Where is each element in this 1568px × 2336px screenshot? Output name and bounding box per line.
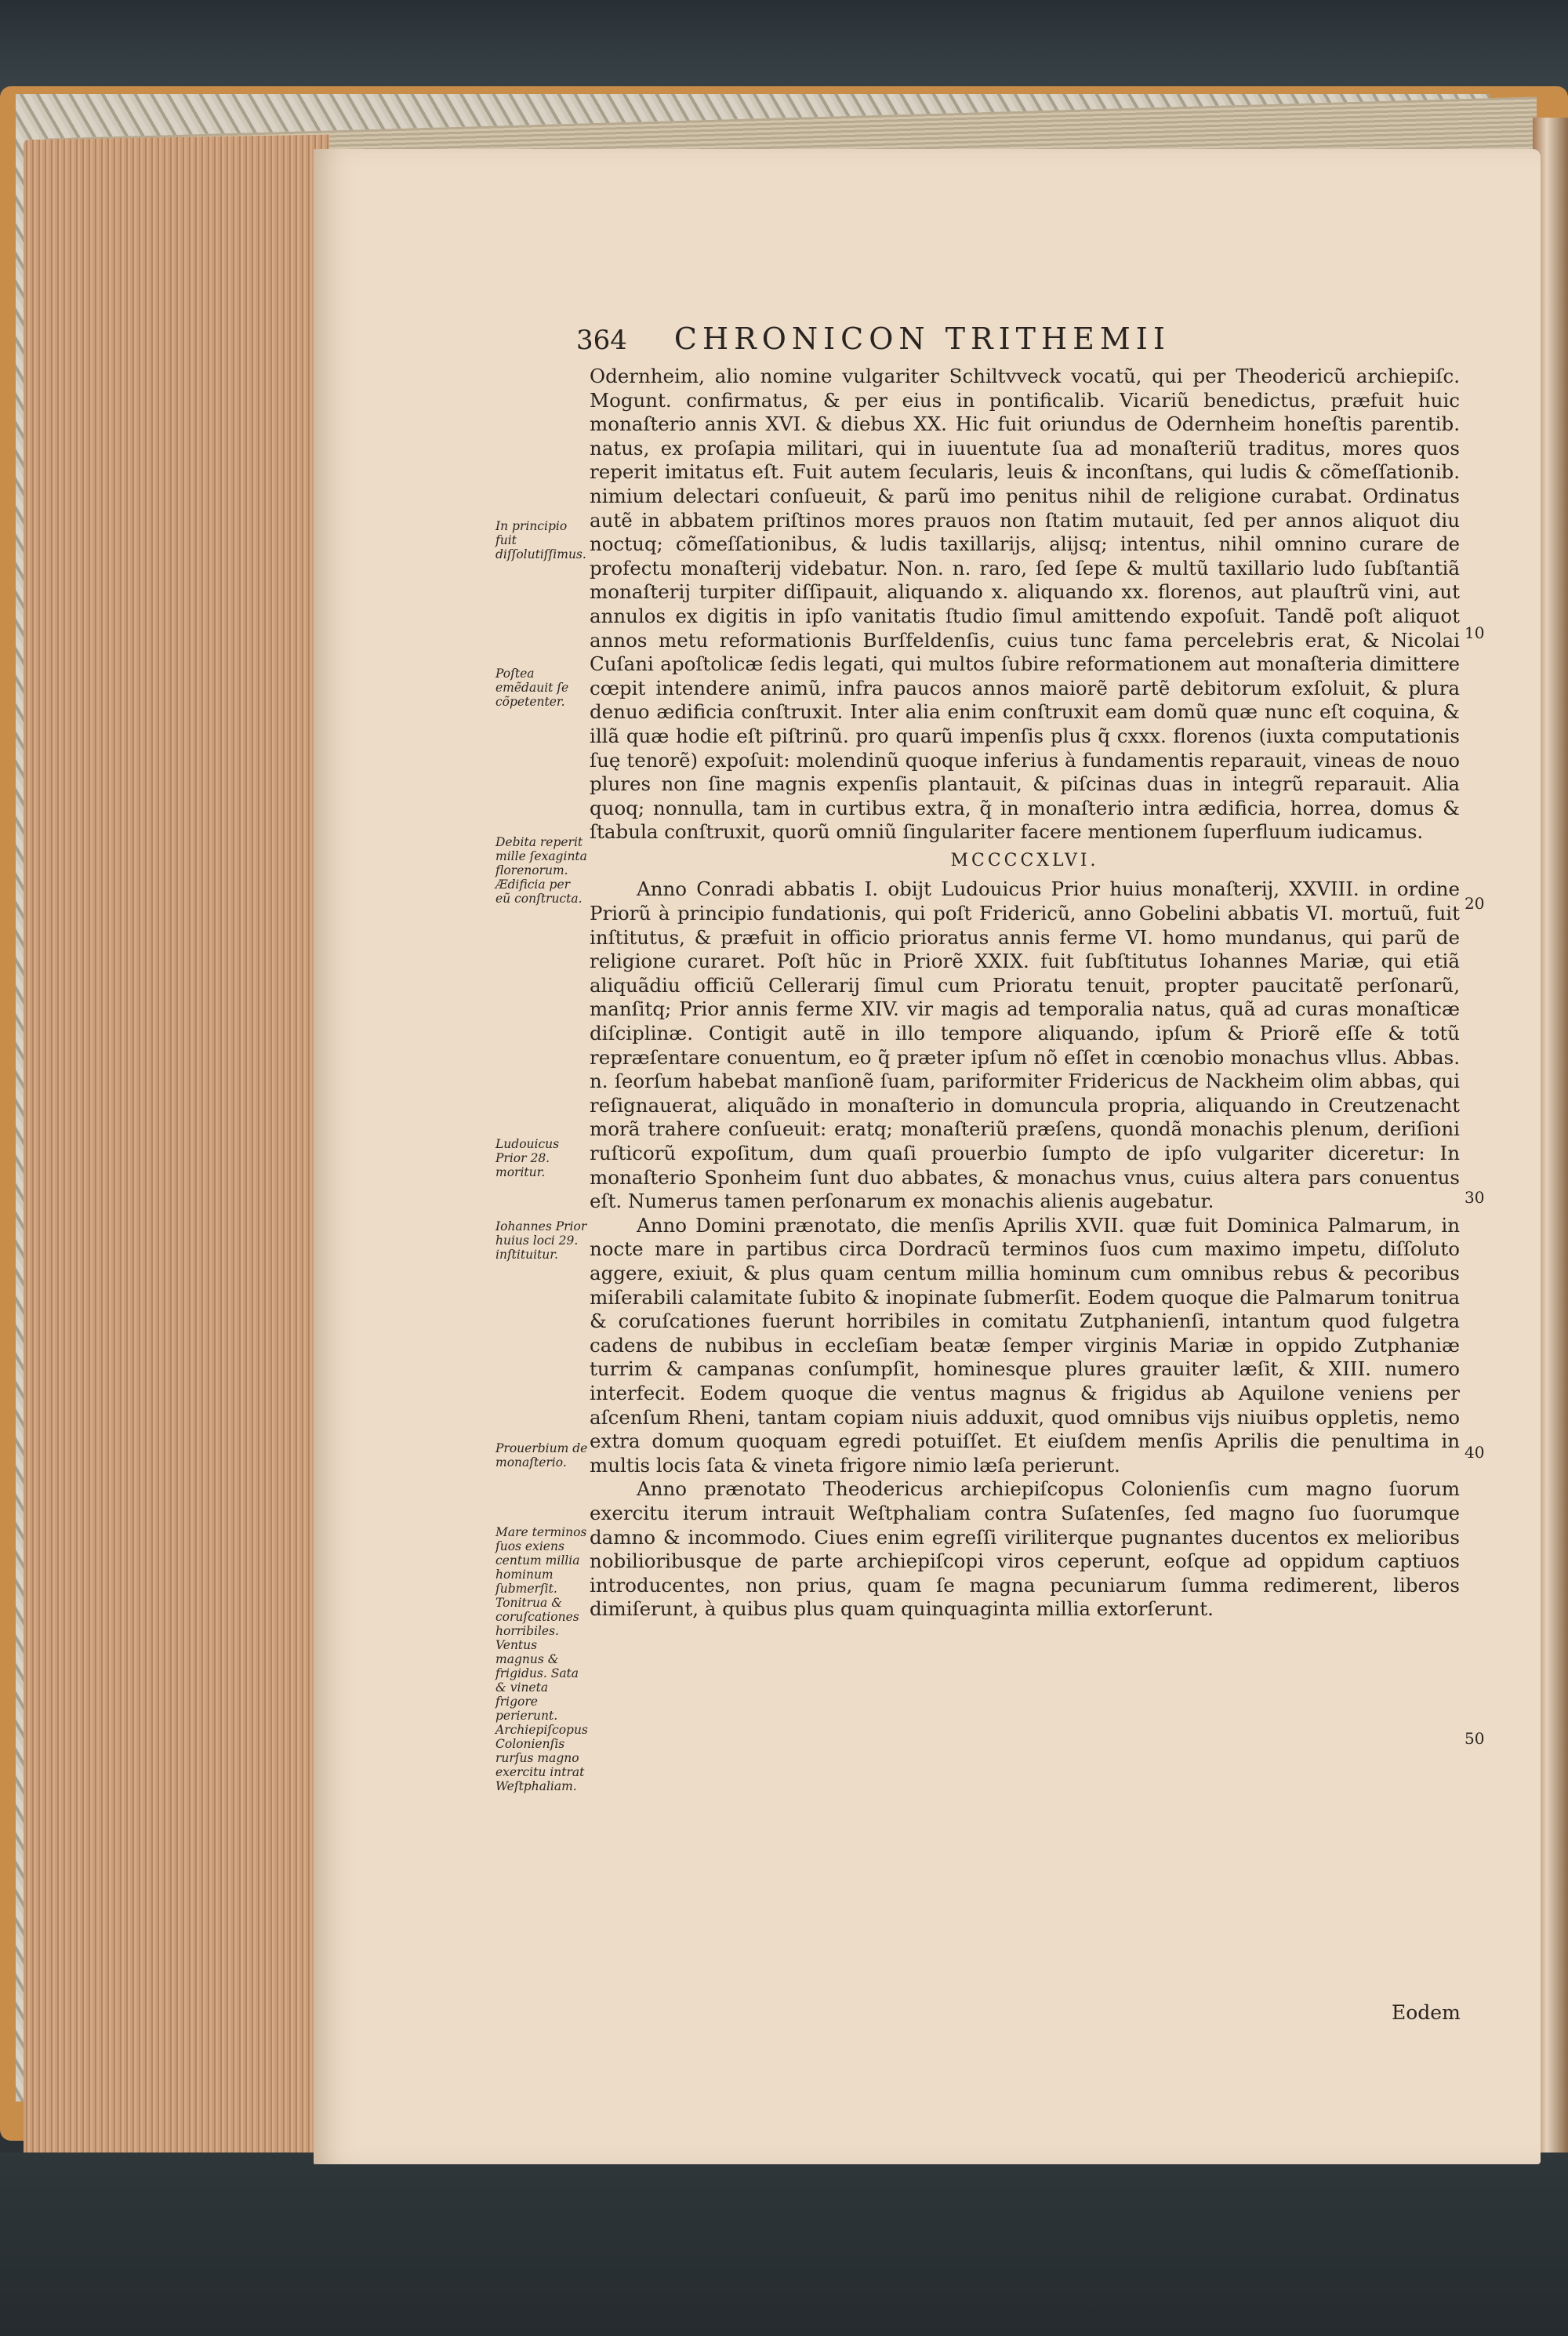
line-number: 20 (1465, 894, 1485, 913)
line-number: 50 (1465, 1729, 1485, 1748)
margin-note: Iohannes Prior huius loci 29. inſtituitur. (495, 1219, 587, 1262)
paragraph: Anno Conradi abbatis I. obijt Ludouicus Prior huius monaſterij, XXVIII. in ordine Priorũ à principio fundationis, qui poſt Fridericũ, anno Gobelini abbatis VI. mortuũ, fuit inſtitutus, & præfuit in officio prioratus annis ferme VI. homo mundanus, qui parũ de religione curaret. Poſt hũc in Priorẽ XXIX. fuit ſubſtitutus Iohannes Mariæ, qui etiã aliquãdiu officiũ Cellerarij ſimul cum Prioratu tenuit, propter paucitatẽ perſonarũ, manſitq; Prior annis ferme XIV. vir magis ad temporalia natus, quã ad curas monaſticæ diſciplinæ. Contigit autẽ in illo tempore aliquando, ipſum & Priorẽ eſſe & totũ repræſentare conuentum, eo q̃ præter ipſum nõ eſſet in cœnobio monachus vllus. Abbas. n. ſeorſum habebat manſionẽ ſuam, pariformiter Fridericus de Nackheim olim abbas, qui reſignauerat, aliquãdo in monaſterio in domuncula propria, aliquando in Creutzenacht morã trahere conſueuit: eratq; monaſteriũ præſens, quondã monachis plenum, deriſioni ruſticorũ expoſitum, dum quaſi prouerbio ſumpto de ipſo vulgariter diceretur: In monaſterio Sponheim ſunt duo abbates, & monachus vnus, cuius altera pars conuentus eſt. Numerus tamen perſonarum ex monachis alienis augebatur. (590, 877, 1460, 1213)
paragraph: Anno Domini prænotato, die menſis Aprilis XVII. quæ fuit Dominica Palmarum, in nocte mare in partibus circa Dordracũ terminos ſuos cum maximo impetu, diſſoluto aggere, exiuit, & plus quam centum millia hominum cum omnibus rebus & pecoribus miſerabili calamitate ſubito & inopinate ſubmerſit. Eodem quoque die Palmarum tonitrua & coruſcationes fuerunt horribiles in comitatu Zutphanienſi, intantum quod fulgetra cadens de nubibus in eccleſiam beatæ ſemper virginis Mariæ in oppido Zutphaniæ turrim & campanas conſumpſit, hominesque plures grauiter læſit, & XIII. numero interfecit. Eodem quoque die ventus magnus & frigidus ab Aquilone veniens per aſcenſum Rheni, tantam copiam niuis adduxit, quod omnibus vijs niuibus oppletis, nemo extra domum quoquam egredi potuiſſet. Et eiuſdem menſis Aprilis die penultima in multis locis ſata & vineta frigore nimio læſa perierunt. (590, 1213, 1460, 1477)
margin-note: Poſtea emẽdauit ſe cõpetenter. (495, 667, 569, 709)
line-number: 10 (1465, 623, 1485, 642)
year-heading: MCCCCXLVI. (950, 850, 1099, 870)
margin-note: In principio fuit diſſolutiſſimus. (495, 519, 586, 561)
line-number: 40 (1465, 1443, 1485, 1462)
running-title: CHRONICON TRITHEMII (673, 322, 1171, 356)
paragraph: Anno prænotato Theodericus archiepiſcopus Colonienſis cum magno ſuorum exercitu iterum intrauit Weſtphaliam contra Suſatenſes, ſed magno ſuo ſuorumque damno & incommodo. Ciues enim egreſſi viriliterque pugnantes ducentos ex melioribus nobilioribusque de parte archiepiſcopi viros ceperunt, eoſque ad oppidum captiuos introducentes, non prius, quam ſe magna pecuniarum ſumma redimerent, liberos dimiſerunt, à quibus plus quam quinquaginta millia extorſerunt. (590, 1477, 1460, 1621)
main-text (590, 365, 1460, 1622)
margin-note: Debita reperit mille ſexaginta florenorum. Ædificia per eũ conſtructa. (495, 835, 587, 906)
margin-note: Mare terminos ſuos exiens centum millia hominum ſubmerſit. Tonitrua & coruſcationes horribiles. Ventus magnus & frigidus. Sata & vineta frigore perierunt. Archiepiſcopus Colonienſis rurſus magno exercitu intrat Weſtphaliam. (495, 1525, 588, 1793)
page-fore-edge (24, 135, 329, 2160)
margin-note: Prouerbium de monaſterio. (495, 1441, 588, 1470)
running-header (576, 322, 1399, 369)
paragraph: Odernheim, alio nomine vulgariter Schiltvveck vocatũ, qui per Theodericũ archiepiſc. Mogunt. confirmatus, & per eius in pontificalib. Vicariũ benedictus, præfuit huic monaſterio annis XVI. & diebus XX. Hic fuit oriundus de Odernheim honeſtis parentib. natus, ex proſapia militari, qui in iuuentute ſua ad monaſteriũ traditus, mores quos reperit imitatus eſt. Fuit autem ſecularis, leuis & inconſtans, qui ludis & cõmeſſationib. nimium delectari conſueuit, & parũ imo penitus nihil de religione curabat. Ordinatus autẽ in abbatem priſtinos mores prauos non ſtatim mutauit, ſed per annos aliquot diu noctuq; cõmeſſationibus, & ludis taxillarijs, alijsq; intentus, nihil omnino curare de profectu monaſterij videbatur. Non. n. raro, ſed ſepe & multũ taxillario ludo ſubſtantiã monaſterij turpiter diſſipauit, aliquando x. aliquando xx. florenos, aut plauſtrũ vini, aut annulos ex digitis in ipſo vanitatis ſtudio ſimul amittendo expoſuit. Tandẽ poſt aliquot annos metu reformationis Burſfeldenſis, cuius tunc fama percelebris erat, & Nicolai Cuſani apoſtolicæ ſedis legati, qui multos ſubire reformationem aut monaſteria dimittere cœpit intendere animũ, infra paucos annos maiorẽ partẽ debitorum exſoluit, & plura denuo ædificia conſtruxit. Inter alia enim conſtruxit eam domũ quæ nunc eſt coquina, & illã quæ hodie eſt piſtrinũ. pro quarũ impenſis plus q̃ cxxx. florenos (iuxta computationis ſuę tenorẽ) expoſuit: molendinũ quoque inferius à fundamentis reparauit, vineas de nouo plures non ſine magnis expenſis plantauit, & piſcinas duas in integrũ reparauit. Alia quoq; nonnulla, tam in curtibus extra, q̃ in monaſterio intra ædificia, horrea, domus & ſtabula conſtruxit, quorũ omniũ ſingulariter facere mentionem ſuperfluum iudicamus. (590, 365, 1460, 844)
background-floor (0, 2153, 1568, 2336)
page-number: 364 (576, 325, 627, 356)
line-number: 30 (1465, 1188, 1485, 1207)
catchword: Eodem (1392, 2001, 1461, 2024)
margin-note: Ludouicus Prior 28. moritur. (495, 1137, 560, 1179)
background-wall (0, 0, 1568, 94)
